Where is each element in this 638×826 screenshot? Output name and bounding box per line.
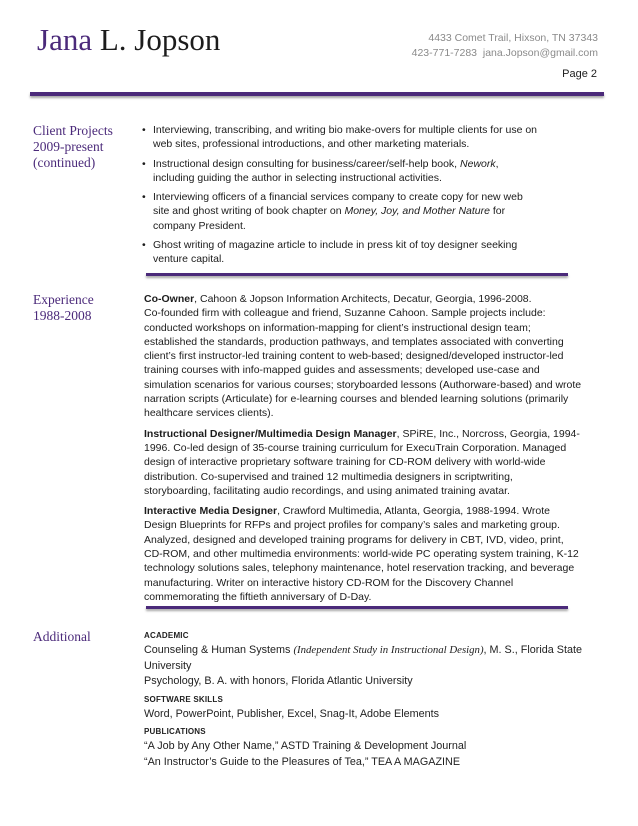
label-line: (continued) [33,155,96,170]
contact-info [412,31,598,61]
job-entry: Instructional Designer/Multimedia Design Manager, SPiRE, Inc., Norcross, Georgia, 1994-1996. Co-led design of 35-course training curriculum for ExecuTrain Corporation. Managed design of interactive proprietary software training for CD-ROM delivery with world-wide distribution. Co-supervised and trained 12 multimedia designers in scriptwriting, storyboarding, facilitating audio recordings, and using animated training avatar. [144,427,580,497]
additional-label: Additional [33,629,91,644]
software-line: Word, PowerPoint, Publisher, Excel, Snag-It, Adobe Elements [144,707,440,720]
publication-item: “An Instructor’s Guide to the Pleasures of Tea,” TEA A MAGAZINE [144,755,461,768]
section-divider [146,273,568,276]
additional-content [144,631,624,775]
job-entry: Interactive Media Designer, Crawford Multimedia, Atlanta, Georgia, 1988-1994. Wrote Design Blueprints for RFPs and project profiles for company’s sales and marketing group. Analyzed, designed and developed training programs for delivery in CBT, IVD, video, print, CD-ROM, and other multimedia environments: world-wide PC operating system training, K-12 technology solutions sales, telephony maintenance, hotel reservation tracking, and beverage manufacturing. Writer on interactive history CD-ROM for the Discovery Channel commemorating the fiftieth anniversary of D-Day. [144,505,579,603]
publication-item: “A Job by Any Other Name,” ASTD Training & Development Journal [144,740,467,752]
first-name: Jana [37,22,93,57]
label-line: Client Projects [33,123,113,138]
address: 4433 Comet Trail, Hixson, TN 37343 [428,32,598,44]
experience-content [144,292,582,610]
phone: 423-771-7283 [411,47,478,59]
phone-email-line [412,46,598,61]
page-number: Page 2 [562,68,597,80]
client-projects-label [33,123,113,171]
section-divider [146,606,568,609]
job-title: Interactive Media Designer [144,505,278,518]
bullet-item: • Interviewing officers of a financial services company to create copy for new web site and ghost writing of book chapter on Money, Joy, and Mother Nature for company President. [144,190,539,233]
experience-label [33,292,94,324]
label-line: 1988-2008 [33,308,92,323]
degree-line: Counseling & Human Systems (Independent Study in Instructional Design), M. S., Florida State University [144,644,582,672]
label-line: 2009-present [33,139,104,154]
bullet-item: • Interviewing, transcribing, and writing bio make-overs for multiple clients for use on web sites, professional introductions, and other marketing materials. [144,123,539,152]
academic-heading: ACADEMIC [144,631,189,640]
job-title: Instructional Designer/Multimedia Design Manager [144,427,397,440]
last-name: L. Jopson [92,22,221,57]
client-projects-content [144,123,539,272]
job-title: Co-Owner [144,293,195,305]
degree-line: Psychology, B. A. with honors, Florida Atlantic University [144,675,413,687]
email: jana.Jopson@gmail.com [482,47,598,59]
bullet-item: • Instructional design consulting for business/career/self-help book, Nework, including guiding the author in selecting instructional activities. [144,157,539,186]
bullet-item: • Ghost writing of magazine article to include in press kit of toy designer seeking venture capital. [144,238,539,267]
job-description: Co-led design of 35-course training curriculum for ExecuTrain Corporation. Managed design of interactive proprietary software training for CD-ROM delivery with world-wide distribution. Co-supervised and trained 12 multimedia designers in scriptwriting, storyboarding, facilitating audio recordings, and using animated training avatar. [144,441,567,497]
job-description: Wrote Design Blueprints for RFPs and project profiles for company’s sales and marketing group. Analyzed, designed and developed training programs for delivery in CBT, IVD, video, print, CD-ROM, and other multimedia environments: world-wide PC operating system training, K-12 technology solutions sales, telephony maintenance, hotel reservation tracking, and beverage manufacturing. Writer on interactive history CD-ROM for the Discovery Channel commemorating the fiftieth anniversary of D-Day. [144,505,579,603]
publications-heading: PUBLICATIONS [144,727,206,736]
header-divider [30,92,604,96]
job-description: Co-founded firm with colleague and friend, Suzanne Cahoon. Sample projects include: conducted workshops on information-mapping for client’s instructional design team; established the standards, production pathways, and templates associated with converting client’s first instructor-led training content to web-based; designed/developed instructor-led training courses with info-mapped guides and assessments; developed use-case and simulation scenarios for various courses; storyboarded lessons (Authorware-based) and wrote narration scripts (Articulate) for e-learning courses and blended learning solutions (primarily healthcare services clients). [144,307,582,420]
resume-name [37,22,220,58]
label-line: Experience [33,292,94,307]
job-entry: Co-Owner, Cahoon & Jopson Information Architects, Decatur, Georgia, 1996-2008. Co-founded firm with colleague and friend, Suzanne Cahoon. Sample projects include: conducted workshops on information-mapping for client’s instructional design team; established the standards, production pathways, and templates associated with converting client’s first instructor-led training content to web-based; designed/developed instructor-led training courses with info-mapped guides and assessments; developed use-case and simulation scenarios for various courses; storyboarded lessons (Authorware-based) and wrote narration scripts (Articulate) for e-learning courses and blended learning solutions (primarily healthcare services clients). [144,293,582,420]
software-heading: SOFTWARE SKILLS [144,694,223,704]
